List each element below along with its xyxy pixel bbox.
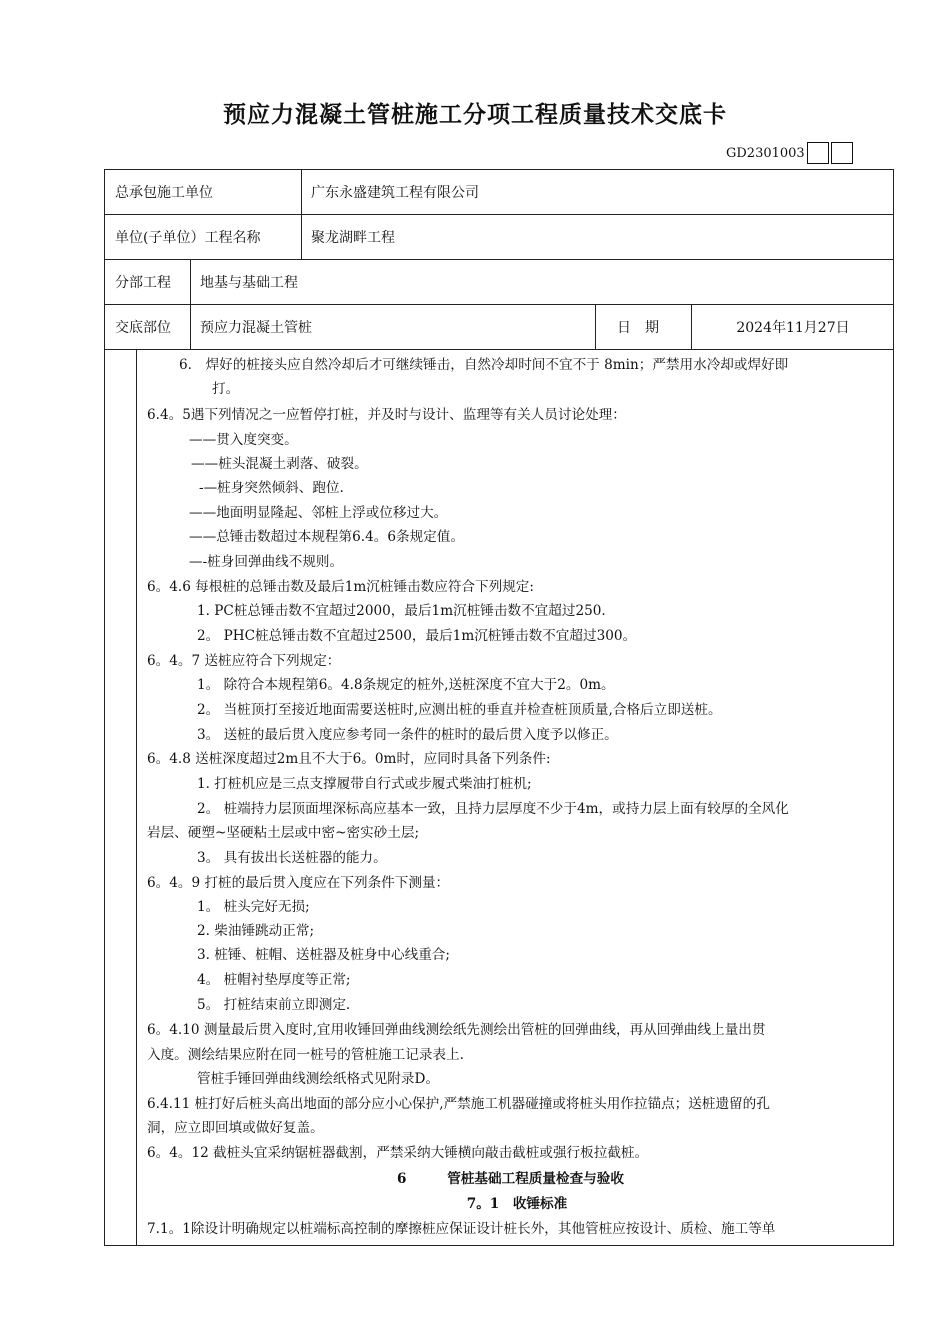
content-line: —-桩身回弹曲线不规则。: [189, 554, 344, 570]
project-row: [105, 215, 893, 260]
content-line: 6。4。7 送桩应符合下列规定：: [147, 653, 341, 669]
content-line: 2。 PHC桩总锤击数不宜超过2500，最后1m沉桩锤击数不宜超过300。: [197, 628, 637, 644]
content-line: 2。 桩端持力层顶面埋深标高应基本一致，且持力层厚度不少于4m，或持力层上面有较厚的全风化: [197, 801, 789, 817]
content-line: ——贯入度突变。: [189, 432, 298, 448]
content-line: 2。 当桩顶打至接近地面需要送桩时,应测出桩的垂直并检查桩顶质量,合格后立即送桩。: [197, 702, 722, 718]
project-value: 聚龙湖畔工程: [311, 230, 395, 246]
contractor-label: 总承包施工单位: [115, 185, 213, 201]
content-line: 1. PC桩总锤击数不宜超过2000，最后1m沉桩锤击数不宜超过250.: [197, 603, 606, 619]
date-label: 日 期: [617, 320, 659, 336]
content-line: 6。4。12 截桩头宜采纳锯桩器截割，严禁采纳大锤横向敲击截桩或强行板拉截桩。: [147, 1145, 649, 1161]
disclosure-card: [104, 169, 894, 1246]
content-line: 6.4.11 桩打好后桩头高出地面的部分应小心保护,严禁施工机器碰撞或将桩头用作拉锚点；送桩遗留的孔: [147, 1096, 770, 1112]
content-line: 打。: [212, 381, 240, 397]
content-line: 管桩手锤回弹曲线测绘纸格式见附录D。: [197, 1071, 439, 1087]
content-line: 3. 桩锤、桩帽、送桩器及桩身中心线重合;: [197, 947, 450, 963]
content-line: 3。 送桩的最后贯入度应参考同一条件的桩时的最后贯入度予以修正。: [197, 727, 618, 743]
document-code: [726, 142, 853, 164]
contractor-value: 广东永盛建筑工程有限公司: [311, 185, 479, 201]
content-line: 6 管桩基础工程质量检查与验收: [397, 1171, 624, 1187]
content-left-rule: [136, 350, 137, 1245]
content-line: 5。 打桩结束前立即测定.: [197, 997, 351, 1013]
content-line: 6. 焊好的桩接头应自然冷却后才可继续锤击，自然冷却时间不宜不于 8min；严禁用水冷却或焊好即: [179, 357, 789, 373]
part-value: 预应力混凝土管桩: [200, 320, 312, 336]
content-line: -—桩身突然倾斜、跑位.: [199, 480, 344, 496]
content-line: ——地面明显隆起、邻桩上浮或位移过大。: [189, 505, 448, 521]
content-line: 7.1。1除设计明确规定以桩端标高控制的摩擦桩应保证设计桩长外，其他管桩应按设计、质检、施工等单: [147, 1221, 776, 1237]
division-row: [105, 260, 893, 305]
content-line: 6。4.10 测量最后贯入度时,宜用收锤回弹曲线测绘纸先测绘出管桩的回弹曲线，再从回弹曲线上量出贯: [147, 1022, 766, 1038]
content-line: 3。 具有拔出长送桩器的能力。: [197, 850, 387, 866]
content-line: ——总锤击数超过本规程第6.4。6条规定值。: [189, 529, 464, 545]
content-line: 2. 柴油锤跳动正常;: [197, 923, 315, 939]
content-line: 1。 除符合本规程第6。4.8条规定的桩外,送桩深度不宜大于2。0m。: [197, 677, 615, 693]
content-line: 7。1 收锤标准: [466, 1196, 568, 1212]
division-label: 分部工程: [115, 275, 171, 291]
part-label: 交底部位: [115, 320, 171, 336]
content-line: 岩层、硬塑~坚硬粘土层或中密~密实砂土层;: [147, 825, 420, 841]
content-line: 6.4。5遇下列情况之一应暂停打桩，并及时与设计、监理等有关人员讨论处理：: [147, 407, 626, 423]
content-line: 4。 桩帽衬垫厚度等正常;: [197, 972, 351, 988]
content-line: 6。4.6 每根桩的总锤击数及最后1m沉桩锤击数应符合下列规定:: [147, 579, 534, 595]
content-line: 入度。测绘结果应附在同一桩号的管桩施工记录表上.: [147, 1047, 464, 1063]
code-checkbox-2: [831, 142, 853, 164]
code-checkbox-1: [807, 142, 829, 164]
division-value: 地基与基础工程: [200, 275, 298, 291]
date-value: 2024年11月27日: [736, 320, 850, 336]
document-title: 预应力混凝土管桩施工分项工程质量技术交底卡: [223, 101, 727, 128]
project-label: 单位(子单位）工程名称: [115, 230, 261, 246]
part-row: [105, 305, 893, 350]
content-line: 6。4.8 送桩深度超过2m且不大于6。0m时，应同时具备下列条件:: [147, 751, 551, 767]
content-line: 1。 桩头完好无损;: [197, 899, 310, 915]
content-line: 1. 打桩机应是三点支撑履带自行式或步履式柴油打桩机;: [197, 776, 532, 792]
document-code-text: GD2301003: [726, 145, 805, 161]
disclosure-content: [105, 350, 893, 1245]
content-line: ——桩头混凝土剥落、破裂。: [191, 456, 368, 472]
content-line: 洞，应立即回填或做好复盖。: [147, 1120, 324, 1136]
content-line: 6。4。9 打桩的最后贯入度应在下列条件下测量：: [147, 875, 450, 891]
contractor-row: [105, 170, 893, 215]
